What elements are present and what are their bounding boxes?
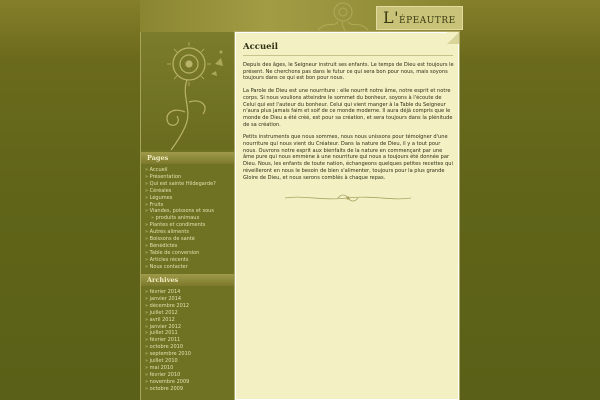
sidebar-item-boissons[interactable]: » Boissons de santé (145, 236, 235, 243)
pages-header: Pages (141, 152, 235, 164)
title-divider (243, 55, 453, 56)
sidebar-item-legumes[interactable]: » Légumes (145, 195, 235, 202)
sidebar-item-fruits[interactable]: » Fruits (145, 202, 235, 209)
sidebar-item-viandes-cont[interactable]: » produits animaux (145, 215, 235, 222)
archive-item[interactable]: » janvier 2012 (145, 324, 235, 331)
sidebar-item-plantes[interactable]: » Plantes et condiments (145, 222, 235, 229)
sidebar-item-presentation[interactable]: » Présentation (145, 174, 235, 181)
archive-item[interactable]: » février 2010 (145, 372, 235, 379)
archive-item[interactable]: » juillet 2012 (145, 310, 235, 317)
archive-item[interactable]: » décembre 2012 (145, 303, 235, 310)
sidebar-item-benedictes[interactable]: » Bénédictés (145, 243, 235, 250)
archive-item[interactable]: » octobre 2009 (145, 386, 235, 393)
sidebar (140, 32, 235, 400)
header-band (140, 0, 460, 34)
archive-item[interactable]: » février 2011 (145, 337, 235, 344)
sidebar-item-hildegarde[interactable]: » Qui est sainte Hildegarde? (145, 181, 235, 188)
site-title-initial: L' (383, 8, 400, 27)
post-paragraph: Depuis des âges, le Seigneur instruit ses enfants. Le temps de Dieu est toujours le présent. Ne cherchons pas dans le futur ce qui sera bon pour nous, mais soyons toujours dans ce qui est bon pour nous. (243, 62, 454, 82)
archive-item[interactable]: » mai 2010 (145, 365, 235, 372)
sidebar-item-accueil[interactable]: » Accueil (145, 167, 235, 174)
sidebar-artwork (141, 32, 235, 150)
page-title[interactable]: Accueil (243, 42, 278, 52)
pages-list (145, 167, 235, 271)
floral-ornament-icon (308, 0, 378, 34)
main-content (235, 32, 459, 400)
post-paragraph: La Parole de Dieu est une nourriture : elle nourrit notre âme, notre esprit et notre corps. Si nous voulions atteindre le sommet du bonheur, soyons à l'écoute de Celui qui est l'auteur du bonheur. Celui qui vient manger à la Table du Seigneur n'aura plus jamais faim et soif de ce monde moderne. Il aura déjà compris que le monde de Dieu a été créé, est pour sa création, et sera toujours dans la plénitude de sa création. (243, 88, 453, 128)
sidebar-item-cereales[interactable]: » Céréales (145, 188, 235, 195)
site-title[interactable] (376, 6, 463, 30)
archive-item[interactable]: » novembre 2009 (145, 379, 235, 386)
archives-list (145, 289, 235, 393)
archive-item[interactable]: » avril 2012 (145, 317, 235, 324)
sidebar-item-autres[interactable]: » Autres aliments (145, 229, 235, 236)
archive-item[interactable]: » juillet 2010 (145, 358, 235, 365)
sidebar-item-contact[interactable]: » Nous contacter (145, 264, 235, 271)
archive-item[interactable]: » février 2014 (145, 289, 235, 296)
archive-item[interactable]: » janvier 2014 (145, 296, 235, 303)
sidebar-item-articles[interactable]: » Articles récents (145, 257, 235, 264)
scroll-divider-icon (283, 194, 413, 202)
sidebar-item-conversion[interactable]: » Table de conversion (145, 250, 235, 257)
site-title-rest: épeautre (399, 12, 456, 27)
archives-header: Archives (141, 274, 235, 286)
sidebar-item-viandes[interactable]: » Viandes, poissons et sous (145, 208, 235, 215)
archive-item[interactable]: » octobre 2010 (145, 344, 235, 351)
flower-ornament-icon (141, 32, 235, 150)
post-paragraph: Petits instruments que nous sommes, nous nous unissons pour témoigner d'une nourriture qui nous vient du Créateur. Dans la nature de Dieu, il y a tout pour nous. Ouvrons notre esprit aux bienfaits de la nature en commençant par une âme pure qui nous emmène à une nourriture qui nous a toujours été donnée par Dieu. Nous, les enfants de toute nation, échangeons quelques petites recettes qui réveilleront en nous le besoin de bien s'alimenter, toujours pour la plus grande Gloire de Dieu, et nous serons comblés à chaque repas. (243, 134, 453, 181)
archive-item[interactable]: » septembre 2010 (145, 351, 235, 358)
archive-item[interactable]: » juillet 2011 (145, 330, 235, 337)
